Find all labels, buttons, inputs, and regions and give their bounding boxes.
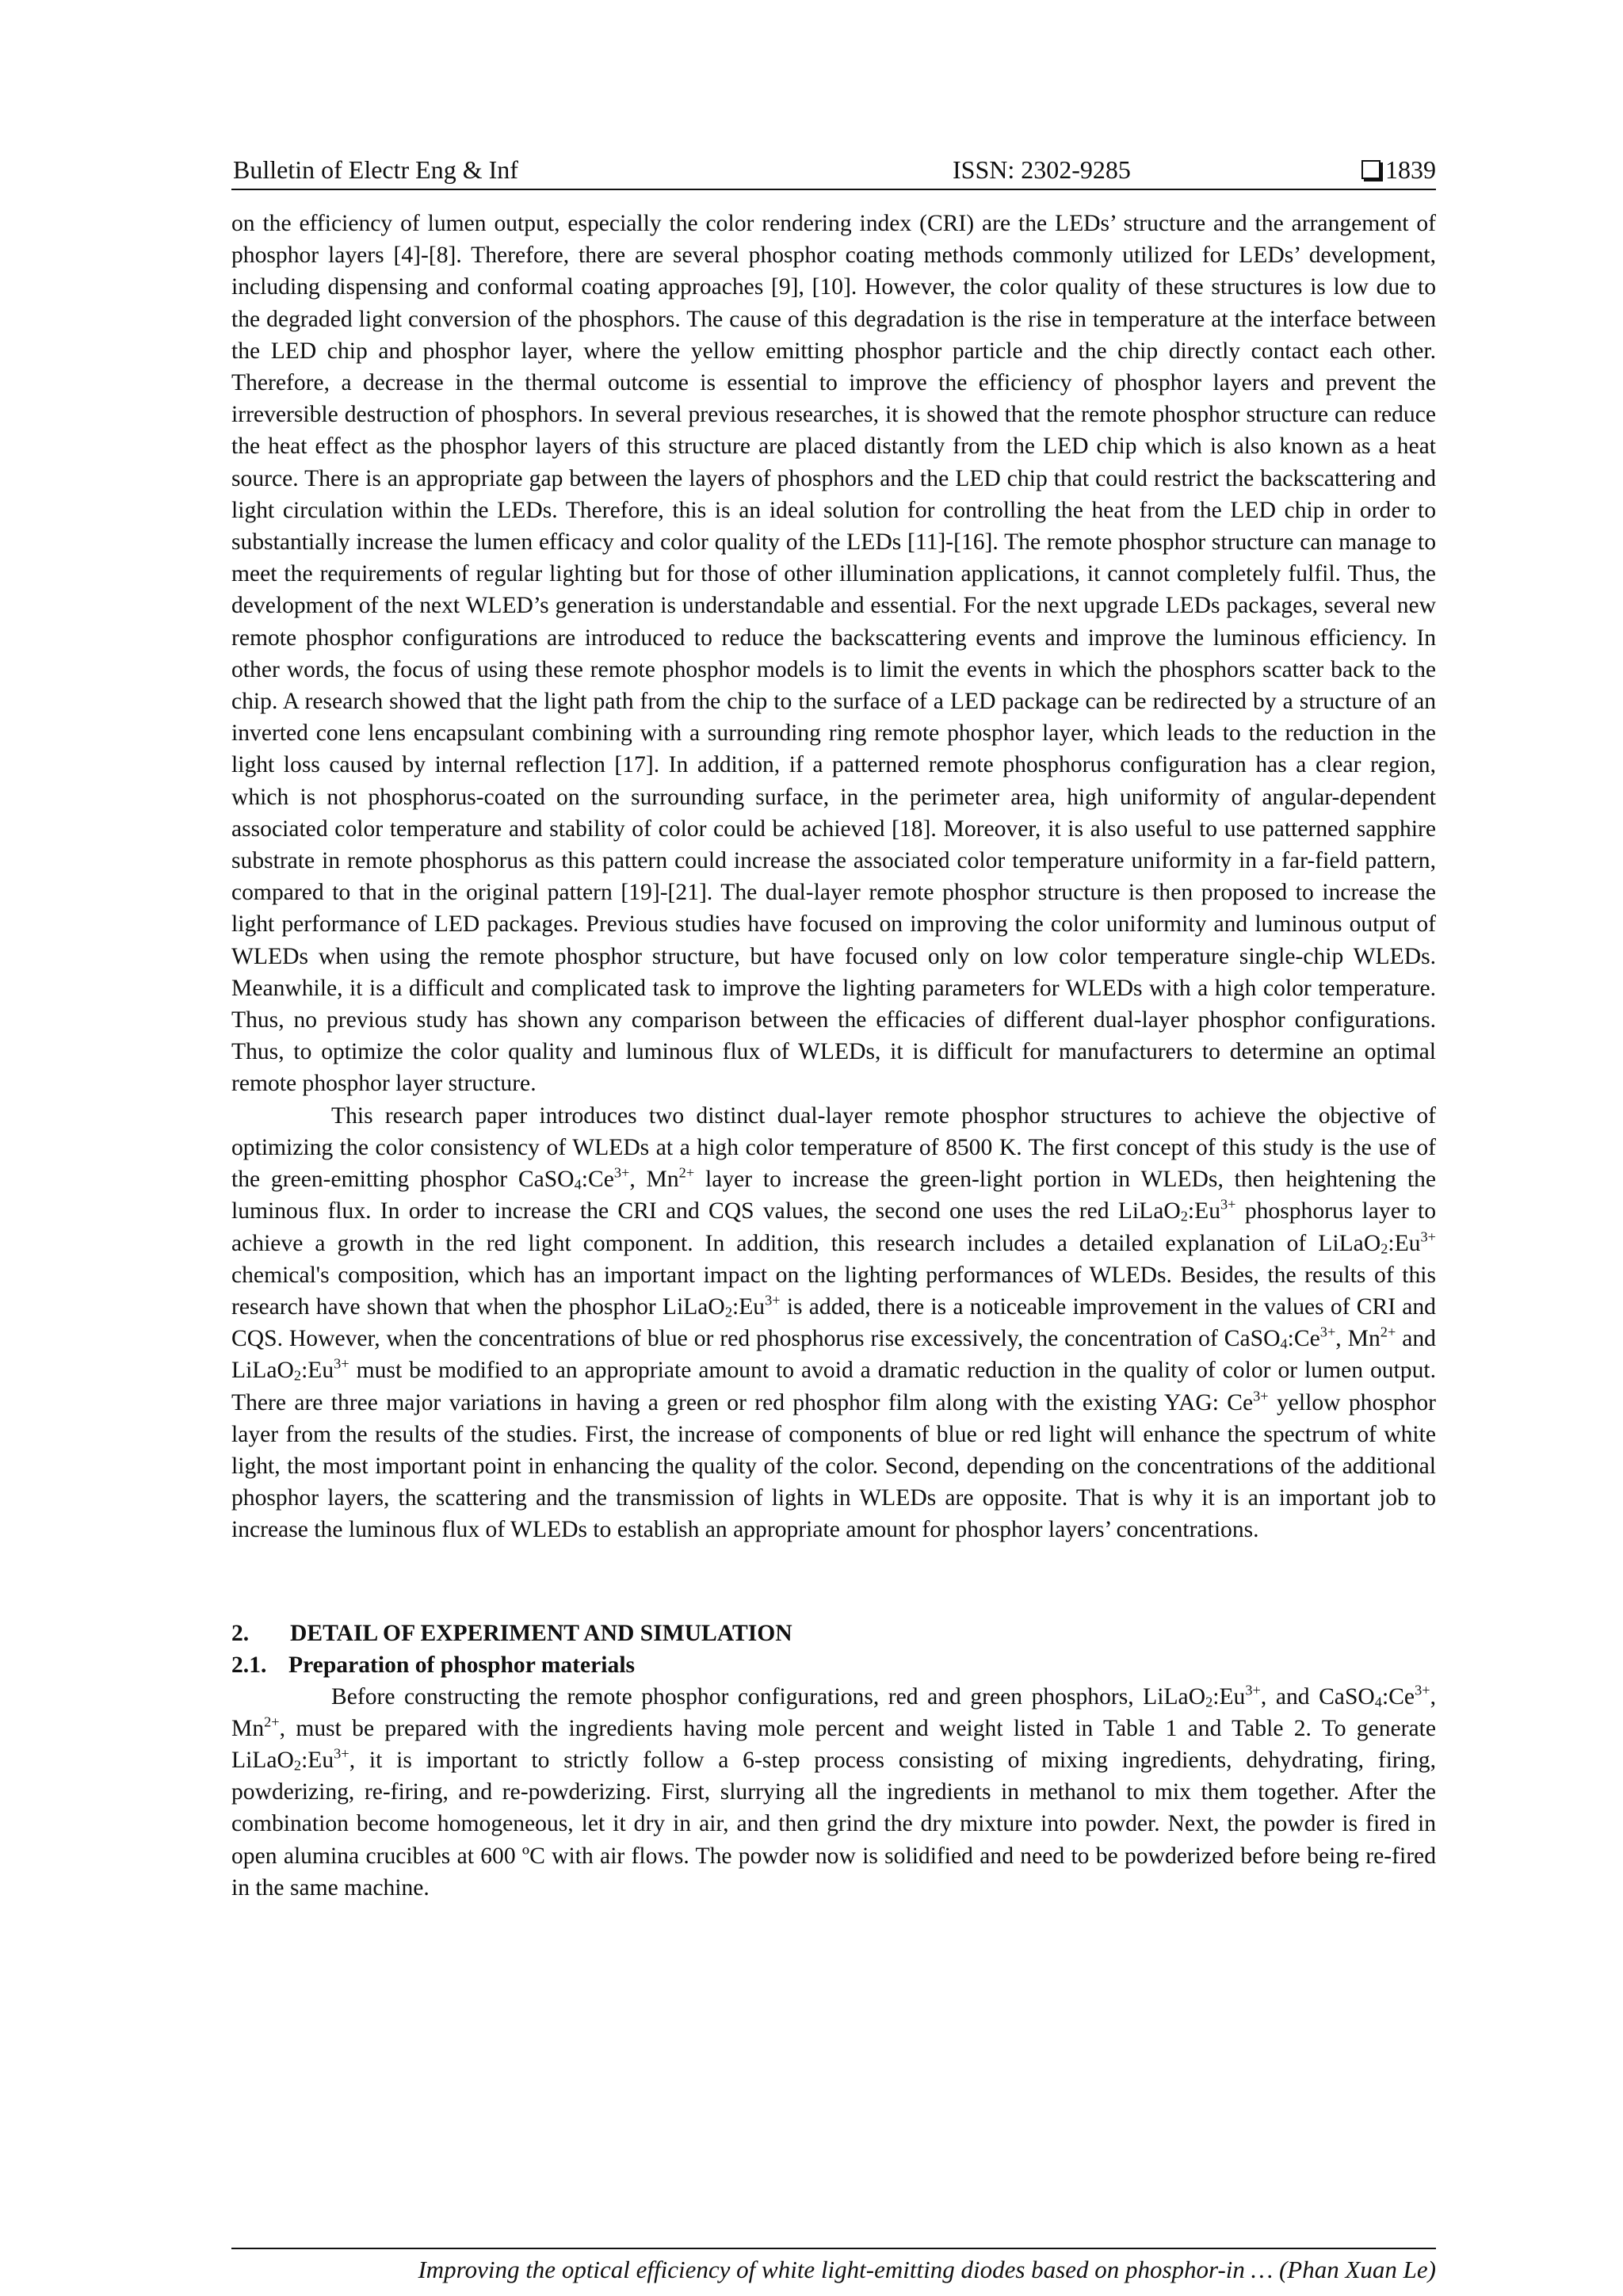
footer-rule xyxy=(231,2248,1436,2249)
header-rule xyxy=(231,189,1436,190)
page-number-group xyxy=(1361,152,1436,187)
paragraph-continued: on the efficiency of lumen output, especially the color rendering index (CRI) are the LEDs’ structure and the arrangement of phosphor layers [4]-[8]. Therefore, there are several phosphor coating methods commonly utilized for LEDs’ development, including dispensing and conformal coating approaches [9], [10]. However, the color quality of these structures is low due to the degraded light conversion of the phosphors. The cause of this degradation is the rise in temperature at the interface between the LED chip and phosphor layer, where the yellow emitting phosphor particle and the chip directly contact each other. Therefore, a decrease in the thermal outcome is essential to improve the efficiency of phosphor layers and prevent the irreversible destruction of phosphors. In several previous researches, it is showed that the remote phosphor structure can reduce the heat effect as the phosphor layers of this structure are placed distantly from the LED chip which is also known as a heat source. There is an appropriate gap between the layers of phosphors and the LED chip that could restrict the backscattering and light circulation within the LEDs. Therefore, this is an ideal solution for controlling the heat from the LED chip in order to substantially increase the lumen efficacy and color quality of the LEDs [11]-[16]. The remote phosphor structure can manage to meet the requirements of regular lighting but for those of other illumination applications, it cannot completely fulfil. Thus, the development of the next WLED’s generation is understandable and essential. For the next upgrade LEDs packages, several new remote phosphor configurations are introduced to reduce the backscattering events and improve the luminous efficiency. In other words, the focus of using these remote phosphor models is to limit the events in which the phosphors scatter back to the chip. A research showed that the light path from the chip to the surface of a LED package can be redirected by a structure of an inverted cone lens encapsulant combining with a surrounding ring remote phosphor layer, which leads to the reduction in the light loss caused by internal reflection [17]. In addition, if a patterned remote phosphorus configuration has a clear region, which is not phosphorus-coated on the surrounding surface, in the perimeter area, high uniformity of angular-dependent associated color temperature and stability of color could be achieved [18]. Moreover, it is also useful to use patterned sapphire substrate in remote phosphorus as this pattern could increase the associated color temperature uniformity in a far-field pattern, compared to that in the original pattern [19]-[21]. The dual-layer remote phosphor structure is then proposed to increase the light performance of LED packages. Previous studies have focused on improving the color uniformity and luminous output of WLEDs when using the remote phosphor structure, but have focused only on low color temperature single-chip WLEDs. Meanwhile, it is a difficult and complicated task to improve the lighting parameters for WLEDs with a high color temperature. Thus, no previous study has shown any comparison between the efficacies of different dual-layer phosphor configurations. Thus, to optimize the color quality and luminous flux of WLEDs, it is difficult for manufacturers to determine an optimal remote phosphor layer structure. xyxy=(231,211,1436,1097)
issn: ISSN: 2302-9285 xyxy=(953,155,1131,184)
page-number: 1839 xyxy=(1385,155,1436,184)
footer-title: Improving the optical efficiency of white light-emitting diodes based on phosphor-in … (Phan Xuan Le) xyxy=(418,2256,1436,2283)
square-bullet-icon xyxy=(1361,160,1381,179)
page xyxy=(231,152,1437,2283)
subsection-heading: 2.1. Preparation of phosphor materials xyxy=(231,1652,636,1678)
section-heading: 2. DETAIL OF EXPERIMENT AND SIMULATION xyxy=(231,1620,792,1646)
journal-name: Bulletin of Electr Eng & Inf xyxy=(233,155,518,184)
paragraph-preparation: Before constructing the remote phosphor configurations, red and green phosphors, $LiLaO_2:Eu^{3+}$, and $CaSO_4:Ce^{3+}$, $Mn^{2+}$, must be prepared with the ingredients having mole percent and weight listed in Table 1 and Table 2. To generate $LiLaO_2:Eu^{3+}$, it is important to strictly follow a 6-step process consisting of mixing ingredients, dehydrating, firing, powderizing, re-firing, and re-powderizing. First, slurrying all the ingredients in methanol to mix them together. After the combination become homogeneous, let it dry in air, and then grind the dry mixture into powder. Next, the powder is fired in open alumina crucibles at 600 ºC with air flows. The powder now is solidified and need to be powderized before being re-fired in the same machine. xyxy=(231,1682,1436,1901)
running-header xyxy=(231,152,1436,187)
article-body xyxy=(231,208,1436,1904)
paragraph-introduction: This research paper introduces two distinct dual-layer remote phosphor structures to achieve the objective of optimizing the color consistency of WLEDs at a high color temperature of 8500 K. The first concept of this study is the use of the green-emitting phosphor $CaSO_4:Ce^{3+}$, $Mn^{2+}$ layer to increase the green-light portion in WLEDs, then heightening the luminous flux. In order to increase the CRI and CQS values, the second one uses the red $LiLaO_2:Eu^{3+}$ phosphorus layer to achieve a growth in the red light component. In addition, this research includes a detailed explanation of $LiLaO_2:Eu^{3+}$ chemical's composition, which has an important impact on the lighting performances of WLEDs. Besides, the results of this research have shown that when the phosphor $LiLaO_2:Eu^{3+}$ is added, there is a noticeable improvement in the values of CRI and CQS. However, when the concentrations of blue or red phosphorus rise excessively, the concentration of $CaSO_4:Ce^{3+}$, $Mn^{2+}$ and $LiLaO_2:Eu^{3+}$ must be modified to an appropriate amount to avoid a dramatic reduction in the quality of color or lumen output. There are three major variations in having a green or red phosphor film along with the existing YAG: $Ce^{3+}$ yellow phosphor layer from the results of the studies. First, the increase of components of blue or red light will enhance the spectrum of white light, the most important point in enhancing the quality of the color. Second, depending on the concentrations of the additional phosphor layers, the scattering and the transmission of lights in WLEDs are opposite. That is why it is an important job to increase the luminous flux of WLEDs to establish an appropriate amount for phosphor layers’ concentrations. xyxy=(231,1102,1437,1543)
